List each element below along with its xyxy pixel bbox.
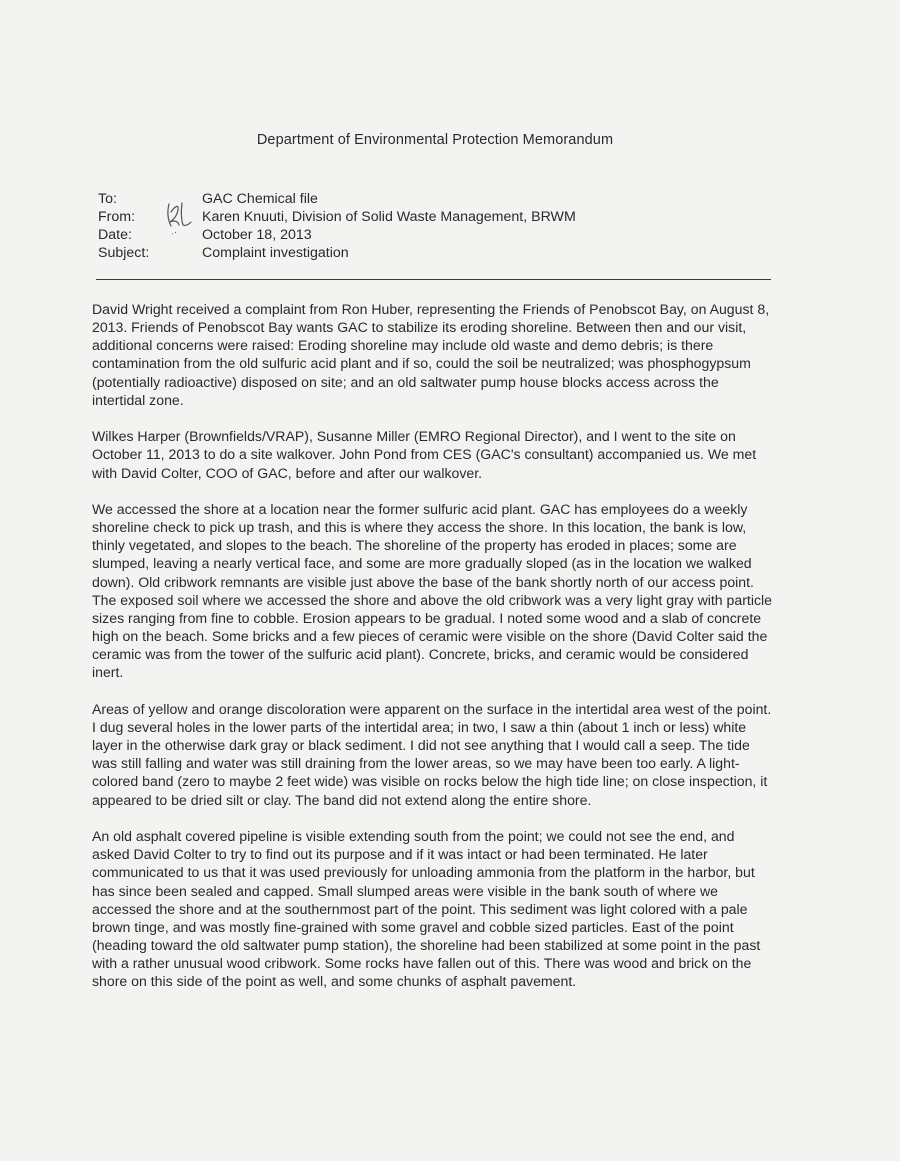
memo-title: Department of Environmental Protection Memorandum	[256, 132, 614, 148]
paragraph-pipeline: An old asphalt covered pipeline is visible extending south from the point; we could not see the end, and asked David Colter to try to find out its purpose and if it was intact or had been terminated. He later communicated to us that it was used previously for unloading ammonia from the platform in the harbor, but has since been sealed and capped. Small slumped areas were visible in the bank south of where we accessed the shore and at the southernmost part of the point. This sediment was light colored with a pale brown tinge, and was mostly fine-grained with some gravel and cobble sized particles. East of the point (heading toward the old saltwater pump station), the shoreline had been stabilized at some point in the past with a rather unusual wood cribwork. Some rocks have fallen out of this. There was wood and brick on the shore on this side of the point as well, and some chunks of asphalt pavement.	[92, 828, 761, 990]
date-value: October 18, 2013	[202, 227, 312, 243]
paragraph-discoloration: Areas of yellow and orange discoloration were apparent on the surface in the intertidal area west of the point. I dug several holes in the lower parts of the intertidal area; in two, I saw a thin (about 1 inch or less) white layer in the otherwise dark gray or black sediment. I did not see anything that I would call a seep. The tide was still falling and water was still draining from the lower areas, so we may have been too early. A light-colored band (zero to maybe 2 feet wide) was visible on rocks below the high tide line; on close inspection, it appeared to be dried silt or clay. The band did not extend along the entire shore.	[92, 700, 772, 808]
paragraph-shore-access: We accessed the shore at a location near the former sulfuric acid plant. GAC has employees do a weekly shoreline check to pick up trash, and this is where they access the shore. In this location, the bank is low, thinly vegetated, and slopes to the beach. The shoreline of the property has eroded in places; some are slumped, leaving a nearly vertical face, and some are more gradually sloped (as in the location we walked down). Old cribwork remnants are visible just above the base of the bank shortly north of our access point. The exposed soil where we accessed the shore and above the old cribwork was a very light gray with particle sizes ranging from fine to cobble. Erosion appears to be gradual. I noted some wood and a slab of concrete high on the beach. Some bricks and a few pieces of ceramic were visible on the shore (David Colter said the ceramic was from the tower of the sulfuric acid plant). Concrete, bricks, and ceramic would be considered inert.	[92, 501, 772, 681]
paragraph-site-visit: Wilkes Harper (Brownfields/VRAP), Susanne Miller (EMRO Regional Director), and I went to the site on October 11, 2013 to do a site walkover. John Pond from CES (GAC's consultant) accompanied us. We met with David Colter, COO of GAC, before and after our walkover.	[92, 428, 757, 481]
date-label: Date:	[98, 227, 132, 243]
header-divider	[96, 279, 771, 280]
from-label: From:	[98, 209, 136, 225]
from-value: Karen Knuuti, Division of Solid Waste Management, BRWM	[202, 209, 576, 225]
memo-body	[92, 300, 772, 1009]
handwritten-initials-signature	[165, 198, 195, 238]
subject-value: Complaint investigation	[202, 245, 349, 261]
paragraph-complaint: David Wright received a complaint from Ron Huber, representing the Friends of Penobscot Bay, on August 8, 2013. Friends of Penobscot Bay wants GAC to stabilize its eroding shoreline. Between then and our visit, additional concerns were raised: Eroding shoreline may include old waste and demo debris; is there contamination from the old sulfuric acid plant and if so, could the soil be neutralized; was phosphogypsum (potentially radioactive) disposed on site; and an old saltwater pump house blocks access across the intertidal zone.	[92, 301, 770, 408]
subject-label: Subject:	[98, 245, 150, 261]
to-label: To:	[98, 191, 117, 207]
to-value: GAC Chemical file	[202, 191, 318, 207]
